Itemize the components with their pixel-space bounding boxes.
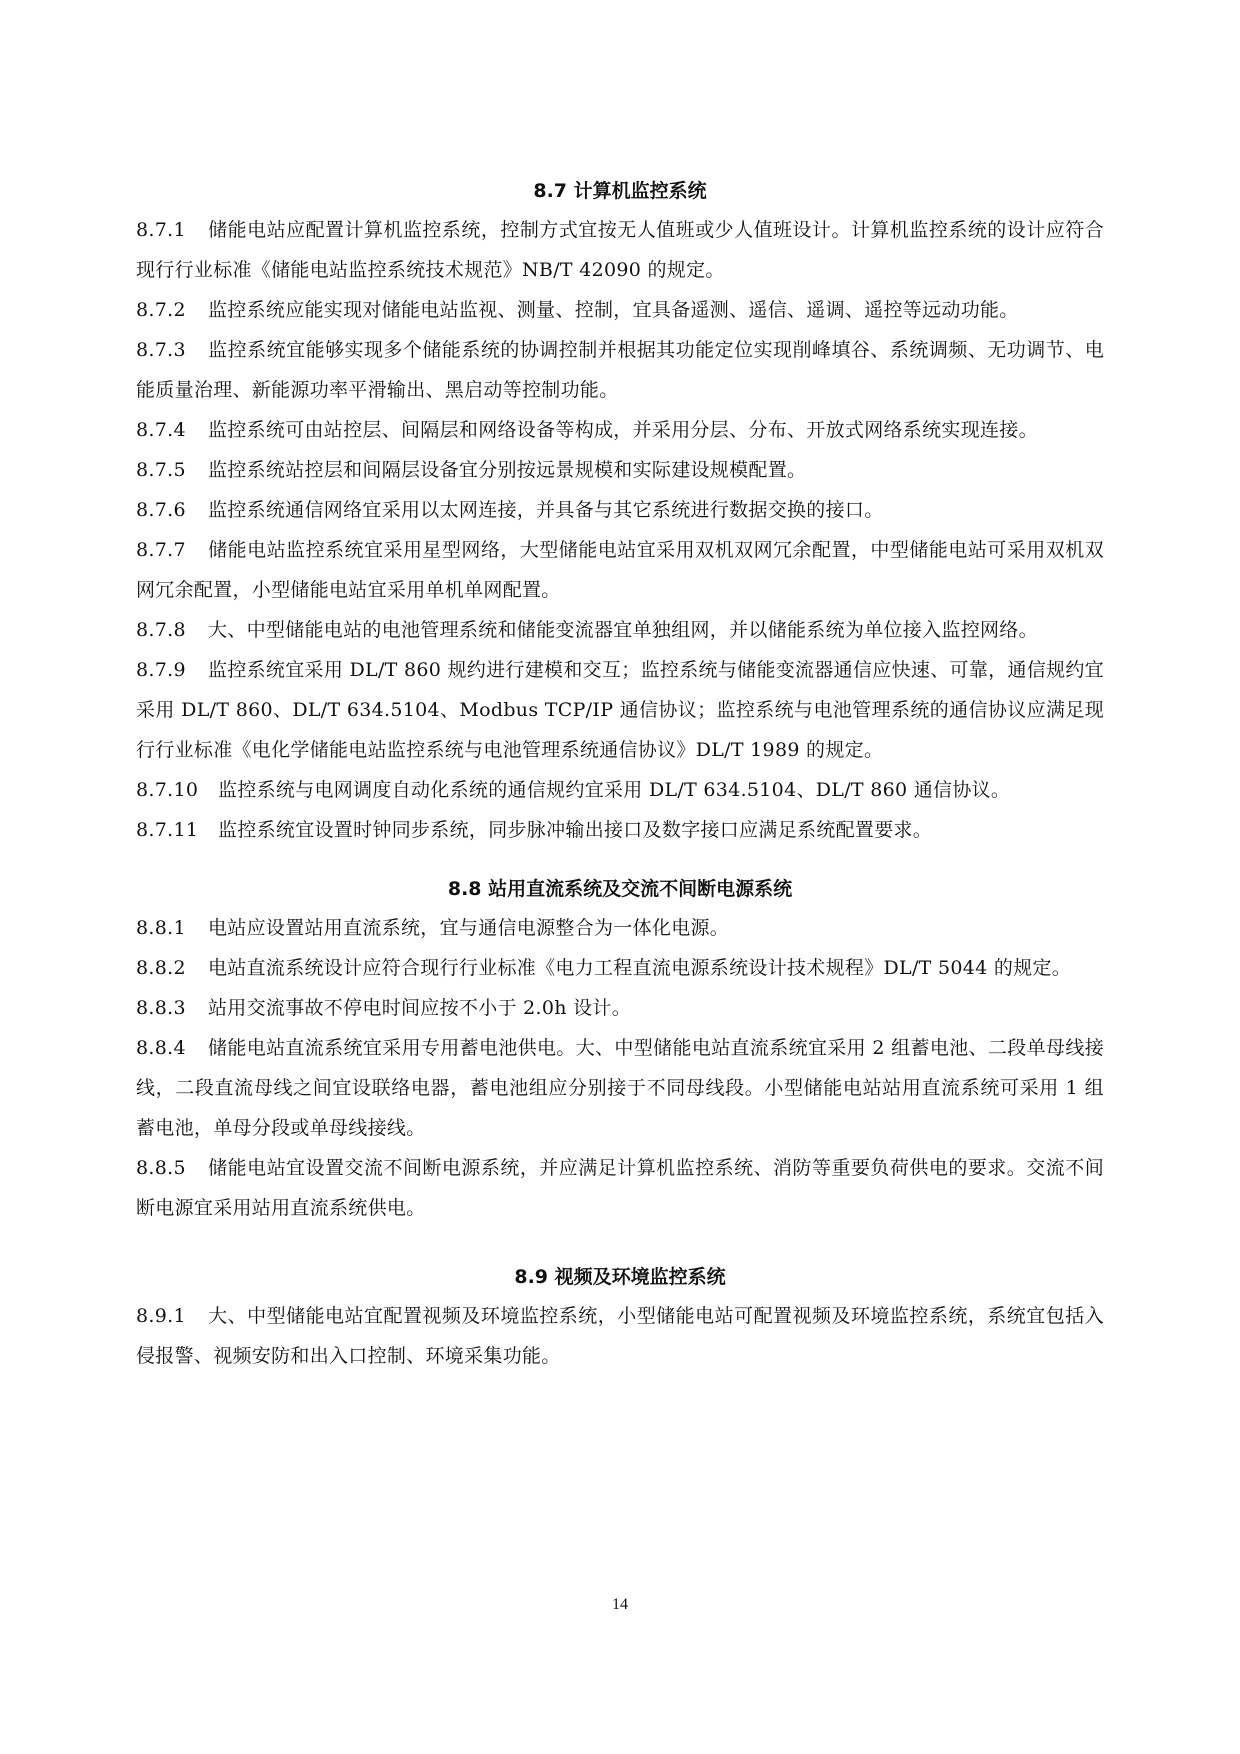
- section-title-8-7: 8.7 计算机监控系统: [533, 180, 707, 202]
- clause-8-8-1: [136, 908, 1104, 948]
- clause-text: 电站应设置站用直流系统，宜与通信电源整合为一体化电源。: [208, 917, 730, 939]
- clause-number: 8.7.7: [136, 539, 186, 561]
- clause-number: 8.7.8: [136, 619, 186, 641]
- clause-number: 8.7.11: [136, 819, 199, 841]
- clause-text: 电站直流系统设计应符合现行行业标准《电力工程直流电源系统设计技术规程》DL/T 5044 的规定。: [208, 957, 1072, 979]
- clause-8-7-4: [136, 410, 1104, 450]
- clause-number: 8.7.9: [136, 659, 186, 681]
- clause-8-7-1: [136, 210, 1104, 290]
- clause-8-7-11: [136, 810, 1104, 850]
- clause-number: 8.8.1: [136, 917, 186, 939]
- clause-8-8-4: [136, 1028, 1104, 1148]
- clause-8-7-10: [136, 770, 1104, 810]
- clause-number: 8.8.2: [136, 957, 186, 979]
- clause-8-7-5: [136, 450, 1104, 490]
- clause-8-7-9: [136, 650, 1104, 770]
- clause-text: 站用交流事故不停电时间应按不小于 2.0h 设计。: [208, 997, 632, 1019]
- clause-text: 监控系统可由站控层、间隔层和网络设备等构成，并采用分层、分布、开放式网络系统实现连接。: [208, 419, 1038, 441]
- clause-text: 储能电站直流系统宜采用专用蓄电池供电。大、中型储能电站直流系统宜采用 2 组蓄电池、二段单母线接线，二段直流母线之间宜设联络电器，蓄电池组应分别接于不同母线段。小型储能电站站用直流系统可采用 1 组蓄电池，单母分段或单母线接线。: [136, 1037, 1104, 1139]
- clause-8-8-5: [136, 1148, 1104, 1228]
- clause-text: 监控系统应能实现对储能电站监视、测量、控制，宜具备遥测、遥信、遥调、遥控等远动功能。: [208, 299, 1019, 321]
- clause-text: 储能电站宜设置交流不间断电源系统，并应满足计算机监控系统、消防等重要负荷供电的要求。交流不间断电源宜采用站用直流系统供电。: [136, 1157, 1104, 1219]
- page-content: [136, 176, 1104, 1376]
- clause-text: 监控系统宜能够实现多个储能系统的协调控制并根据其功能定位实现削峰填谷、系统调频、无功调节、电能质量治理、新能源功率平滑输出、黑启动等控制功能。: [136, 339, 1104, 401]
- page-number: 14: [612, 1596, 628, 1613]
- clause-text: 监控系统宜采用 DL/T 860 规约进行建模和交互；监控系统与储能变流器通信应快速、可靠，通信规约宜采用 DL/T 860、DL/T 634.5104、Modbus TCP/IP 通信协议；监控系统与电池管理系统的通信协议应满足现行行业标准《电化学储能电站监控系统与电池管理系统通信协议》DL/T 1989 的规定。: [136, 659, 1104, 761]
- section-title-8-9: 8.9 视频及环境监控系统: [514, 1266, 726, 1288]
- clause-number: 8.8.5: [136, 1157, 186, 1179]
- clause-8-7-2: [136, 290, 1104, 330]
- clause-8-7-3: [136, 330, 1104, 410]
- section-title-8-8: 8.8 站用直流系统及交流不间断电源系统: [447, 878, 793, 900]
- clause-8-8-3: [136, 988, 1104, 1028]
- clause-number: 8.7.10: [136, 779, 199, 801]
- clause-number: 8.7.5: [136, 459, 186, 481]
- clause-number: 8.7.6: [136, 499, 186, 521]
- clause-number: 8.9.1: [136, 1305, 186, 1327]
- clause-number: 8.8.4: [136, 1037, 186, 1059]
- section-spacer: [136, 1228, 1104, 1262]
- clause-text: 监控系统宜设置时钟同步系统，同步脉冲输出接口及数字接口应满足系统配置要求。: [218, 819, 933, 841]
- clause-text: 监控系统与电网调度自动化系统的通信规约宜采用 DL/T 634.5104、DL/T 860 通信协议。: [218, 779, 1011, 801]
- clause-8-8-2: [136, 948, 1104, 988]
- clause-text: 监控系统站控层和间隔层设备宜分别按远景规模和实际建设规模配置。: [208, 459, 807, 481]
- clause-8-9-1: [136, 1296, 1104, 1376]
- clause-number: 8.7.2: [136, 299, 186, 321]
- clause-number: 8.7.3: [136, 339, 186, 361]
- clause-text: 大、中型储能电站宜配置视频及环境监控系统，小型储能电站可配置视频及环境监控系统，系统宜包括入侵报警、视频安防和出入口控制、环境采集功能。: [136, 1305, 1104, 1367]
- clause-number: 8.7.1: [136, 219, 186, 241]
- clause-8-7-7: [136, 530, 1104, 610]
- clause-8-7-8: [136, 610, 1104, 650]
- clause-number: 8.8.3: [136, 997, 186, 1019]
- clause-text: 大、中型储能电站的电池管理系统和储能变流器宜单独组网，并以储能系统为单位接入监控网络。: [208, 619, 1038, 641]
- section-spacer: [136, 850, 1104, 874]
- clause-text: 储能电站应配置计算机监控系统，控制方式宜按无人值班或少人值班设计。计算机监控系统的设计应符合现行行业标准《储能电站监控系统技术规范》NB/T 42090 的规定。: [136, 219, 1104, 281]
- clause-text: 储能电站监控系统宜采用星型网络，大型储能电站宜采用双机双网冗余配置，中型储能电站可采用双机双网冗余配置，小型储能电站宜采用单机单网配置。: [136, 539, 1104, 601]
- clause-text: 监控系统通信网络宜采用以太网连接，并具备与其它系统进行数据交换的接口。: [208, 499, 884, 521]
- clause-number: 8.7.4: [136, 419, 186, 441]
- clause-8-7-6: [136, 490, 1104, 530]
